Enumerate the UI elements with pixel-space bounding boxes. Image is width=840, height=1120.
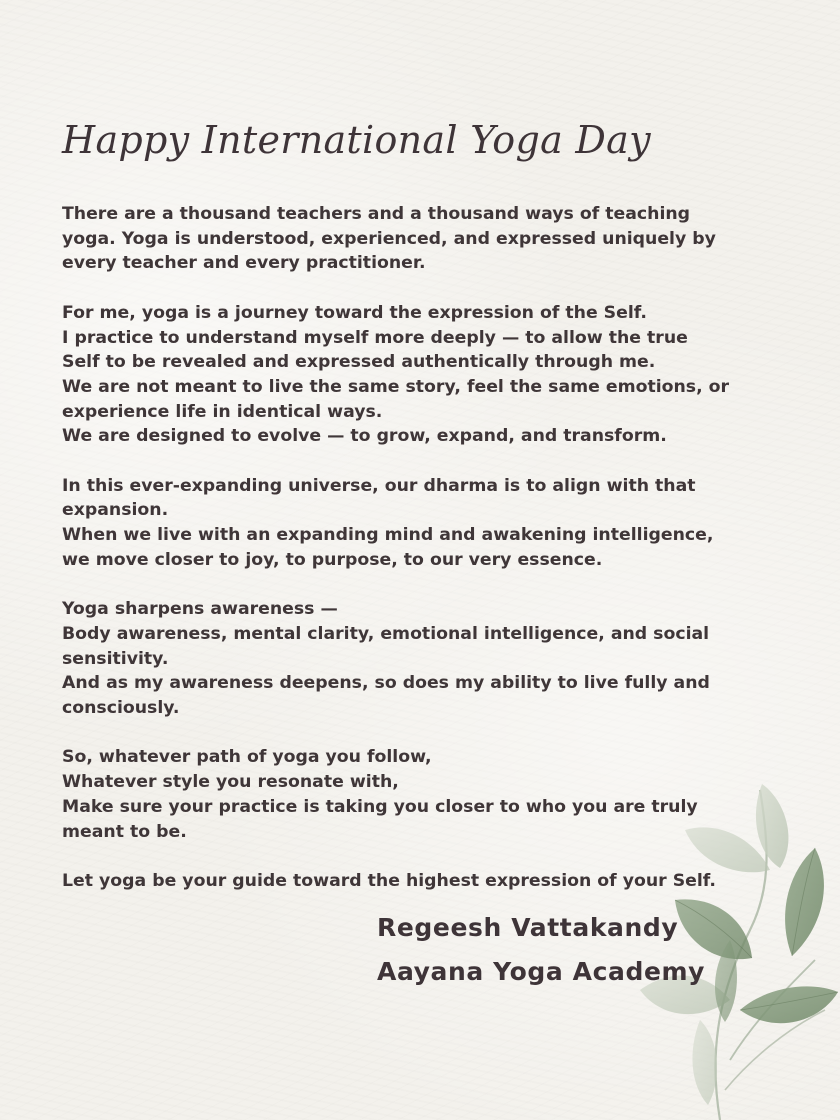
text-line: Make sure your practice is taking you closer to who you are truly [62,796,698,817]
text-line: There are a thousand teachers and a thousand ways of teaching [62,204,691,224]
text-line: We are designed to evolve — to grow, expand, and transform. [62,426,667,447]
text-line: we move closer to joy, to purpose, to our very essence. [62,549,603,570]
text-line: meant to be. [62,821,187,842]
paragraph-2 [62,301,762,449]
text-line: Whatever style you resonate with, [62,772,399,793]
text-line: yoga. Yoga is understood, experienced, and expressed uniquely by [62,228,716,249]
paragraph-3 [62,474,762,573]
text-line: Self to be revealed and expressed authentically through me. [62,352,656,373]
signature-name: Regeesh Vattakandy [377,913,679,942]
page-title: Happy International Yoga Day [62,118,651,162]
text-line: every teacher and every practitioner. [62,253,426,274]
text-line: I practice to understand myself more deeply — to allow the true [62,327,688,348]
text-line: Yoga sharpens awareness — [62,599,338,620]
text-line: For me, yoga is a journey toward the expression of the Self. [62,302,647,323]
paragraph-1 [62,202,762,276]
paragraph-4 [62,597,762,721]
text-line: So, whatever path of yoga you follow, [62,747,432,768]
text-line: Body awareness, mental clarity, emotional intelligence, and social [62,623,710,644]
text-line: When we live with an expanding mind and awakening intelligence, [62,525,714,546]
text-line: In this ever-expanding universe, our dharma is to align with that [62,475,696,496]
text-line: experience life in identical ways. [62,401,383,422]
signature-organization: Aayana Yoga Academy [377,957,706,986]
signature-block [377,906,705,994]
text-line: expansion. [62,500,169,521]
text-line: consciously. [62,698,180,719]
text-line: Let yoga be your guide toward the highest expression of your Self. [62,870,716,891]
text-line: We are not meant to live the same story, feel the same emotions, or [62,376,730,397]
text-line: And as my awareness deepens, so does my ability to live fully and [62,673,710,694]
text-line: sensitivity. [62,648,169,669]
